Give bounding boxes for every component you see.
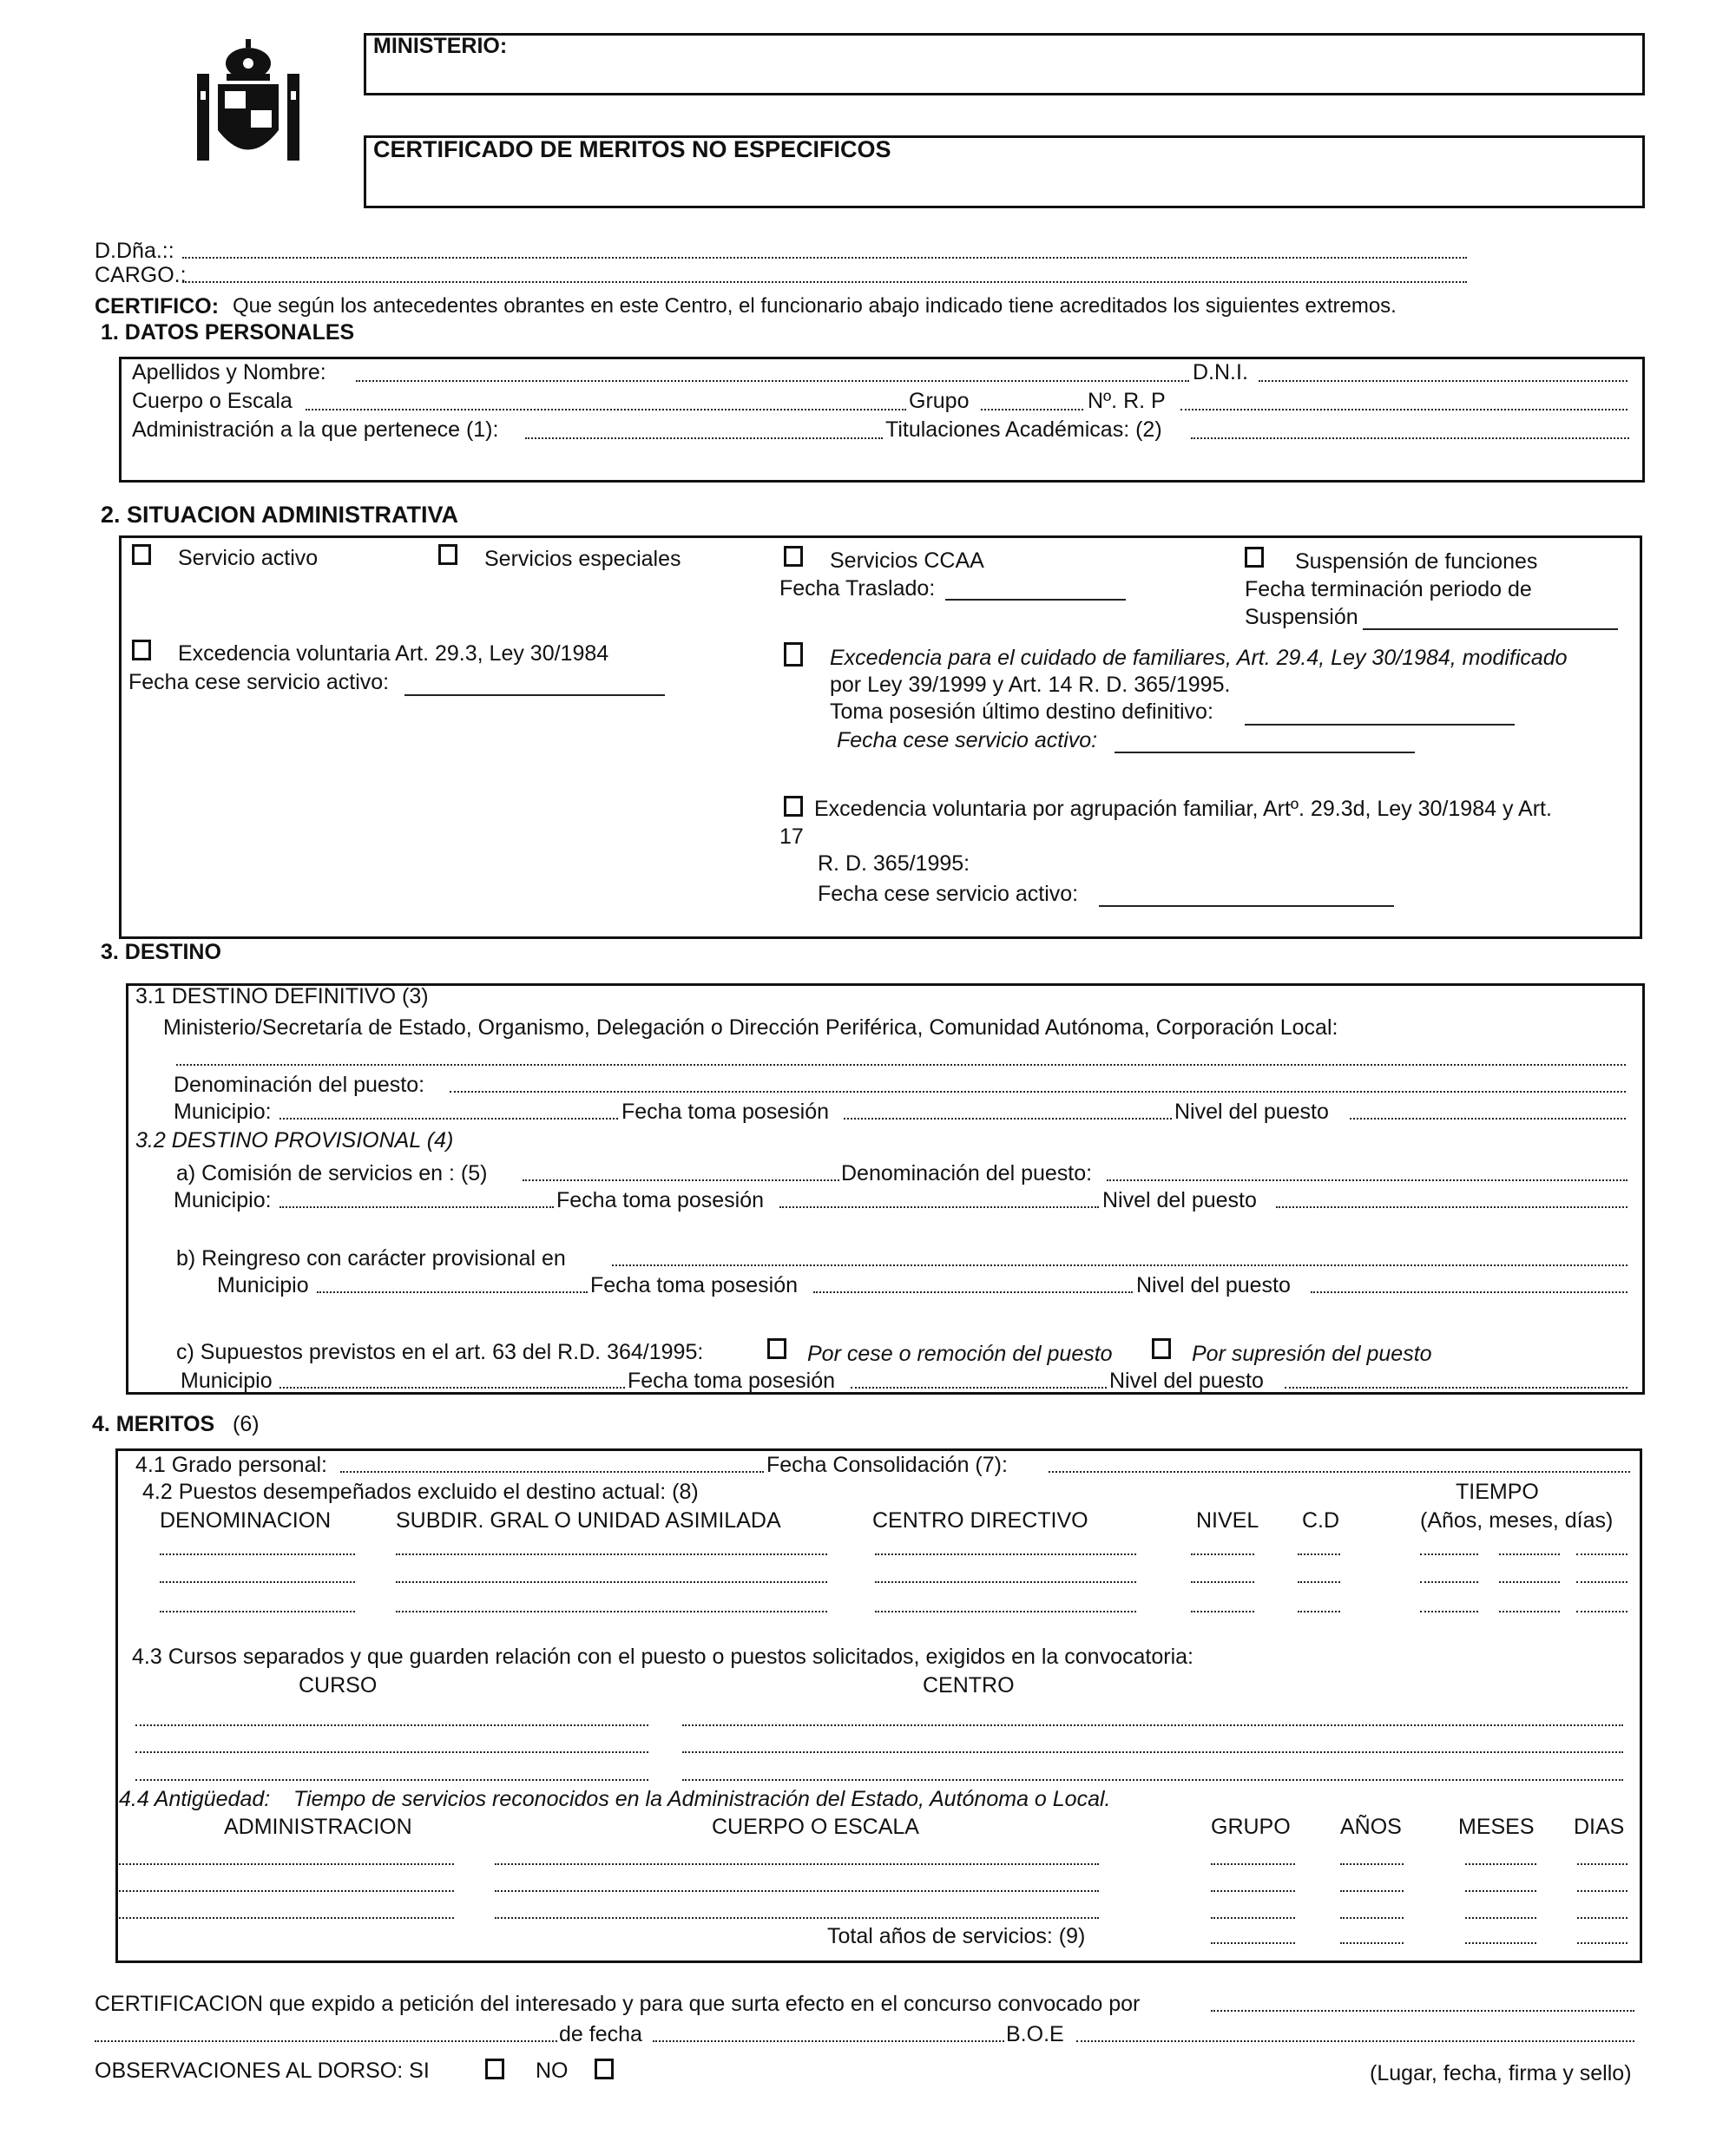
municipio-a-label: Municipio: <box>174 1188 272 1212</box>
fecha-traslado-label: Fecha Traslado: <box>779 576 936 601</box>
excedencia-voluntaria-checkbox[interactable] <box>132 640 151 660</box>
titulaciones-label: Titulaciones Académicas: (2) <box>885 417 1162 442</box>
cese-remocion-checkbox[interactable] <box>767 1338 786 1359</box>
antiguedad-cell-field[interactable] <box>1211 1890 1295 1892</box>
puestos-cell-field[interactable] <box>1499 1611 1560 1612</box>
puestos-header-centro: CENTRO DIRECTIVO <box>872 1508 1088 1533</box>
nivel-b-label: Nivel del puesto <box>1136 1273 1291 1297</box>
total-cell-field[interactable] <box>1577 1942 1628 1944</box>
observaciones-si-checkbox[interactable] <box>485 2059 504 2079</box>
suspension-checkbox[interactable] <box>1245 547 1264 568</box>
antiguedad-header-dias: DIAS <box>1574 1815 1625 1839</box>
apellidos-label: Apellidos y Nombre: <box>132 360 326 384</box>
ministerio-field[interactable] <box>364 33 1645 95</box>
coat-of-arms-logo <box>190 39 307 165</box>
cursos-header-centro: CENTRO <box>923 1673 1015 1698</box>
antiguedad-cell-field[interactable] <box>1211 1863 1295 1865</box>
servicio-activo-label: Servicio activo <box>178 546 319 570</box>
lugar-fecha-firma-label: (Lugar, fecha, firma y sello) <box>1370 2061 1632 2085</box>
nivel-a-field[interactable] <box>1276 1206 1628 1208</box>
antiguedad-cell-field[interactable] <box>1577 1863 1628 1865</box>
tiempo-header: TIEMPO <box>1456 1480 1539 1504</box>
fecha-traslado-field[interactable] <box>945 599 1126 601</box>
puestos-header-nivel: NIVEL <box>1196 1508 1259 1533</box>
observaciones-no-label: NO <box>536 2059 569 2083</box>
nivel-1-field[interactable] <box>1350 1118 1626 1120</box>
administracion-label: Administración a la que pertenece (1): <box>132 417 499 442</box>
fecha-toma-a-label: Fecha toma posesión <box>556 1188 765 1212</box>
antiguedad-header-meses: MESES <box>1458 1815 1535 1839</box>
antiguedad-cell-field[interactable] <box>119 1863 454 1865</box>
antiguedad-cell-field[interactable] <box>1577 1890 1628 1892</box>
cursos-cell-field[interactable] <box>682 1779 1623 1781</box>
dni-label: D.N.I. <box>1193 360 1248 384</box>
puestos-cell-field[interactable] <box>1298 1553 1340 1555</box>
fecha-toma-b-label: Fecha toma posesión <box>590 1273 799 1297</box>
servicios-ccaa-label: Servicios CCAA <box>830 548 984 573</box>
destino-box <box>126 983 1645 1395</box>
fecha-cese-2-label: Fecha cese servicio activo: <box>837 728 1098 752</box>
denominacion-field[interactable] <box>450 1091 1626 1093</box>
excedencia-agrupacion-rd: R. D. 365/1995: <box>818 851 970 876</box>
servicios-especiales-label: Servicios especiales <box>484 547 681 571</box>
de-fecha-label: de fecha <box>559 2022 642 2046</box>
excedencia-cuidado-checkbox[interactable] <box>784 642 803 667</box>
puestos-cell-field[interactable] <box>1576 1581 1628 1583</box>
antiguedad-cell-field[interactable] <box>1465 1917 1536 1919</box>
antiguedad-cell-field[interactable] <box>495 1890 1099 1892</box>
municipio-b-field[interactable] <box>317 1291 588 1293</box>
observaciones-label: OBSERVACIONES AL DORSO: SI <box>95 2059 430 2083</box>
nrp-label: Nº. R. P <box>1088 389 1166 413</box>
fecha-toma-c-field[interactable] <box>851 1387 1107 1389</box>
certifico-label: CERTIFICO: <box>95 294 220 319</box>
puestos-cell-field[interactable] <box>1191 1553 1254 1555</box>
puestos-cell-field[interactable] <box>1420 1611 1478 1612</box>
suspension-label: Suspensión de funciones <box>1295 549 1538 574</box>
fecha-toma-b-field[interactable] <box>813 1291 1133 1293</box>
antiguedad-header-administracion: ADMINISTRACION <box>224 1815 412 1839</box>
fecha-cese-field[interactable] <box>404 694 665 696</box>
puestos-header-tiempo: (Años, meses, días) <box>1420 1508 1614 1533</box>
total-servicios-label: Total años de servicios: (9) <box>827 1924 1086 1948</box>
excedencia-voluntaria-label: Excedencia voluntaria Art. 29.3, Ley 30/1984 <box>178 641 609 666</box>
nivel-c-label: Nivel del puesto <box>1109 1369 1264 1393</box>
toma-posesion-label: Toma posesión último destino definitivo: <box>830 699 1213 724</box>
servicios-ccaa-checkbox[interactable] <box>784 546 803 567</box>
supuestos-label: c) Supuestos previstos en el art. 63 del R.D. 364/1995: <box>176 1340 704 1364</box>
section-2-title: 2. SITUACION ADMINISTRATIVA <box>101 502 459 528</box>
cursos-cell-field[interactable] <box>135 1724 648 1726</box>
total-cell-field[interactable] <box>1211 1942 1295 1944</box>
fecha-consolidacion-label: Fecha Consolidación (7): <box>766 1453 1008 1477</box>
cuerpo-label: Cuerpo o Escala <box>132 389 293 413</box>
observaciones-no-checkbox[interactable] <box>595 2059 614 2079</box>
suspension-fecha-label: Suspensión <box>1245 605 1358 629</box>
concurso-field[interactable] <box>1211 2010 1634 2012</box>
section-4-title: 4. MERITOS <box>92 1412 215 1436</box>
antiguedad-cell-field[interactable] <box>1340 1863 1404 1865</box>
grupo-label: Grupo <box>909 389 970 413</box>
dni-field[interactable] <box>1259 380 1628 382</box>
denominacion-label: Denominación del puesto: <box>174 1073 425 1097</box>
fecha-cese-2-field[interactable] <box>1115 752 1415 753</box>
apellidos-field[interactable] <box>356 380 1189 382</box>
fecha-toma-1-field[interactable] <box>844 1118 1172 1120</box>
puestos-cell-field[interactable] <box>1499 1553 1560 1555</box>
servicio-activo-checkbox[interactable] <box>132 544 151 565</box>
antiguedad-label: 4.4 Antigüedad: <box>119 1787 271 1811</box>
nrp-field[interactable] <box>1180 409 1628 410</box>
puestos-label: 4.2 Puestos desempeñados excluido el destino actual: (8) <box>142 1480 699 1504</box>
puestos-cell-field[interactable] <box>1420 1581 1478 1583</box>
suspension-fecha-field[interactable] <box>1363 628 1618 630</box>
fecha-cese-3-field[interactable] <box>1099 905 1394 907</box>
certificacion-text: CERTIFICACION que expido a petición del interesado y para que surta efecto en el concurso convocado por <box>95 1992 1141 2016</box>
fecha-toma-a-field[interactable] <box>779 1206 1099 1208</box>
fecha-terminacion-label: Fecha terminación periodo de <box>1245 577 1532 601</box>
puestos-cell-field[interactable] <box>160 1611 355 1612</box>
antiguedad-cell-field[interactable] <box>1340 1917 1404 1919</box>
puestos-cell-field[interactable] <box>396 1581 827 1583</box>
municipio-1-label: Municipio: <box>174 1100 272 1124</box>
puestos-cell-field[interactable] <box>1191 1581 1254 1583</box>
section-1-title: 1. DATOS PERSONALES <box>101 320 355 345</box>
supresion-label: Por supresión del puesto <box>1192 1342 1432 1366</box>
titulaciones-field[interactable] <box>1191 437 1629 439</box>
certifico-text: Que según los antecedentes obrantes en este Centro, el funcionario abajo indicado tiene acreditados los siguientes extremos. <box>233 294 1397 318</box>
destino-definitivo-title: 3.1 DESTINO DEFINITIVO (3) <box>135 984 429 1008</box>
administracion-field[interactable] <box>525 437 883 439</box>
municipio-1-field[interactable] <box>279 1118 618 1120</box>
grupo-field[interactable] <box>981 409 1083 410</box>
antiguedad-header-anos: AÑOS <box>1340 1815 1402 1839</box>
boe-label: B.O.E <box>1006 2022 1064 2046</box>
puestos-cell-field[interactable] <box>160 1553 355 1555</box>
cursos-cell-field[interactable] <box>135 1751 648 1753</box>
municipio-c-field[interactable] <box>279 1387 625 1389</box>
nivel-c-field[interactable] <box>1285 1387 1628 1389</box>
comision-field[interactable] <box>523 1179 839 1181</box>
cursos-cell-field[interactable] <box>682 1751 1623 1753</box>
excedencia-cuidado-ley: por Ley 39/1999 y Art. 14 R. D. 365/1995. <box>830 673 1231 697</box>
puestos-cell-field[interactable] <box>875 1581 1136 1583</box>
total-cell-field[interactable] <box>1340 1942 1404 1944</box>
comision-label: a) Comisión de servicios en : (5) <box>176 1161 488 1185</box>
puestos-cell-field[interactable] <box>875 1553 1136 1555</box>
puestos-cell-field[interactable] <box>396 1611 827 1612</box>
municipio-b-label: Municipio <box>217 1273 309 1297</box>
antiguedad-cell-field[interactable] <box>119 1917 454 1919</box>
comision-denominacion-field[interactable] <box>1107 1179 1628 1181</box>
supresion-checkbox[interactable] <box>1152 1338 1171 1359</box>
puestos-cell-field[interactable] <box>1576 1611 1628 1612</box>
puestos-cell-field[interactable] <box>160 1581 355 1583</box>
puestos-cell-field[interactable] <box>1576 1553 1628 1555</box>
servicios-especiales-checkbox[interactable] <box>438 544 457 565</box>
excedencia-agrupacion-art: 17 <box>779 824 804 849</box>
cursos-label: 4.3 Cursos separados y que guarden relación con el puesto o puestos solicitados, exigidos en la convocatoria: <box>132 1645 1194 1669</box>
excedencia-cuidado-label: Excedencia para el cuidado de familiares, Art. 29.4, Ley 30/1984, modificado <box>830 646 1568 670</box>
ministerio-label: MINISTERIO: <box>373 34 508 58</box>
cese-remocion-label: Por cese o remoción del puesto <box>807 1342 1113 1366</box>
destino-organismo-label: Ministerio/Secretaría de Estado, Organismo, Delegación o Dirección Periférica, Comunidad Autónoma, Corporación Local: <box>163 1015 1338 1040</box>
nivel-1-label: Nivel del puesto <box>1174 1100 1329 1124</box>
excedencia-agrupacion-checkbox[interactable] <box>784 796 803 817</box>
fecha-cese-3-label: Fecha cese servicio activo: <box>818 882 1079 906</box>
antiguedad-cell-field[interactable] <box>1340 1890 1404 1892</box>
antiguedad-cell-field[interactable] <box>119 1890 454 1892</box>
fecha-cese-label: Fecha cese servicio activo: <box>128 670 390 694</box>
dona-label: D.Dña.:: <box>95 239 174 263</box>
antiguedad-text: Tiempo de servicios reconocidos en la Administración del Estado, Autónoma o Local. <box>293 1787 1111 1811</box>
destino-provisional-title: 3.2 DESTINO PROVISIONAL (4) <box>135 1128 454 1153</box>
antiguedad-cell-field[interactable] <box>495 1863 1099 1865</box>
puestos-cell-field[interactable] <box>1499 1581 1560 1583</box>
cursos-cell-field[interactable] <box>682 1724 1623 1726</box>
reingreso-label: b) Reingreso con carácter provisional en <box>176 1246 566 1271</box>
section-4-note: (6) <box>233 1412 260 1436</box>
antiguedad-cell-field[interactable] <box>1577 1917 1628 1919</box>
puestos-cell-field[interactable] <box>875 1611 1136 1612</box>
grado-field[interactable] <box>340 1471 764 1473</box>
nivel-b-field[interactable] <box>1311 1291 1628 1293</box>
boe-field[interactable] <box>1076 2040 1634 2042</box>
destino-organismo-field[interactable] <box>176 1064 1626 1066</box>
puestos-header-cd: C.D <box>1302 1508 1340 1533</box>
antiguedad-cell-field[interactable] <box>1465 1890 1536 1892</box>
cargo-label: CARGO.: <box>95 263 187 287</box>
antiguedad-cell-field[interactable] <box>1211 1917 1295 1919</box>
puestos-cell-field[interactable] <box>396 1553 827 1555</box>
puestos-cell-field[interactable] <box>1298 1611 1340 1612</box>
cargo-field[interactable] <box>182 281 1467 283</box>
cuerpo-field[interactable] <box>306 409 906 410</box>
reingreso-field[interactable] <box>612 1264 1628 1266</box>
page-title: CERTIFICADO DE MERITOS NO ESPECIFICOS <box>373 136 891 162</box>
comision-denominacion-label: Denominación del puesto: <box>841 1161 1093 1185</box>
fecha-field[interactable] <box>653 2040 1004 2042</box>
antiguedad-header-grupo: GRUPO <box>1211 1815 1291 1839</box>
municipio-c-label: Municipio <box>181 1369 273 1393</box>
excedencia-agrupacion-label: Excedencia voluntaria por agrupación familiar, Artº. 29.3d, Ley 30/1984 y Art. <box>814 797 1552 821</box>
puestos-cell-field[interactable] <box>1420 1553 1478 1555</box>
cursos-header-curso: CURSO <box>299 1673 378 1698</box>
puestos-header-denominacion: DENOMINACION <box>160 1508 332 1533</box>
nivel-a-label: Nivel del puesto <box>1102 1188 1257 1212</box>
fecha-toma-c-label: Fecha toma posesión <box>628 1369 836 1393</box>
antiguedad-cell-field[interactable] <box>495 1917 1099 1919</box>
section-3-title: 3. DESTINO <box>101 940 221 964</box>
cursos-cell-field[interactable] <box>135 1779 648 1781</box>
total-cell-field[interactable] <box>1465 1942 1536 1944</box>
fecha-toma-1-label: Fecha toma posesión <box>621 1100 830 1124</box>
puestos-header-subdir: SUBDIR. GRAL O UNIDAD ASIMILADA <box>396 1508 781 1533</box>
puestos-cell-field[interactable] <box>1191 1611 1254 1612</box>
fecha-consolidacion-field[interactable] <box>1049 1471 1630 1473</box>
grado-label: 4.1 Grado personal: <box>135 1453 327 1477</box>
antiguedad-cell-field[interactable] <box>1465 1863 1536 1865</box>
municipio-a-field[interactable] <box>279 1206 554 1208</box>
concurso-field-2[interactable] <box>95 2040 557 2042</box>
antiguedad-header-cuerpo: CUERPO O ESCALA <box>712 1815 919 1839</box>
toma-posesion-field[interactable] <box>1245 724 1515 726</box>
puestos-cell-field[interactable] <box>1298 1581 1340 1583</box>
dona-field[interactable] <box>182 257 1467 259</box>
